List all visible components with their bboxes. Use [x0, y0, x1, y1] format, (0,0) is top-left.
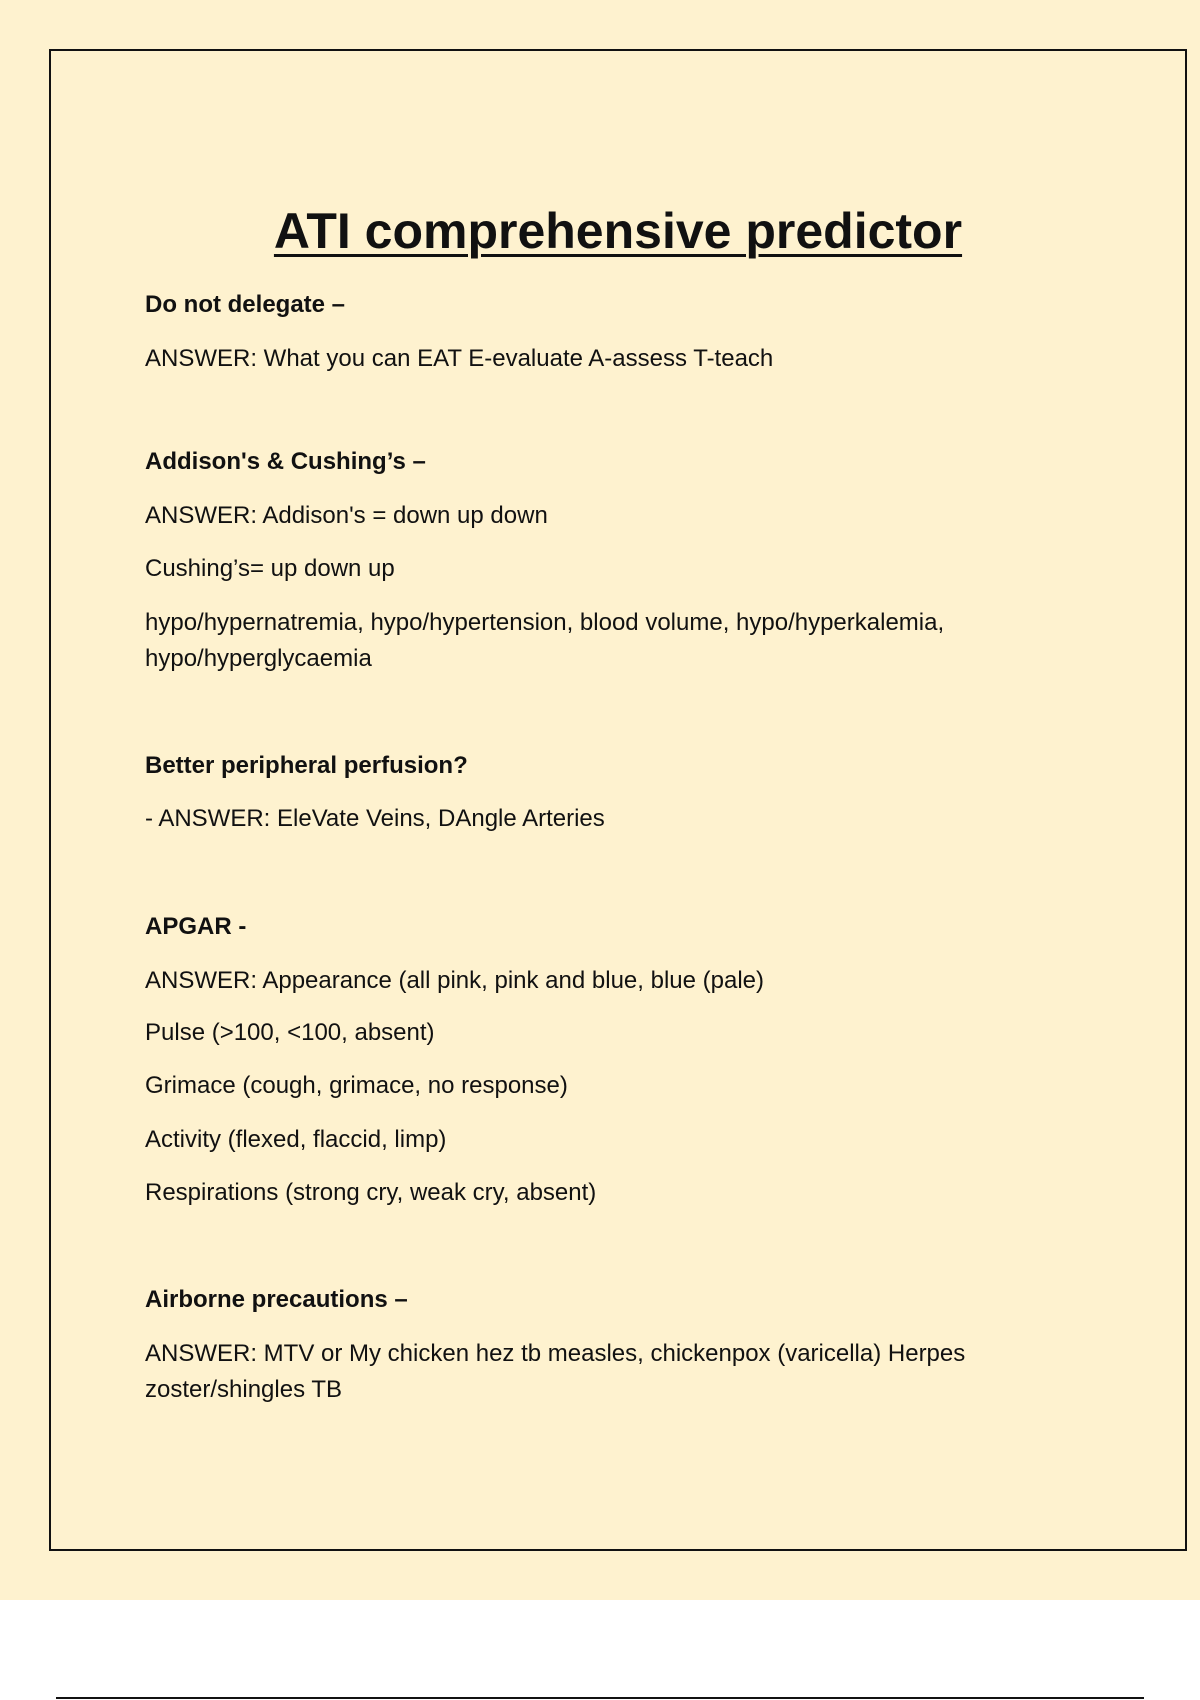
section-heading-airborne-precautions: Airborne precautions – — [145, 1286, 408, 1313]
answer-line: ANSWER: Appearance (all pink, pink and blue, blue (pale) — [145, 967, 765, 994]
answer-line: Grimace (cough, grimace, no response) — [145, 1072, 568, 1099]
answer-line: ANSWER: What you can EAT E-evaluate A-assess T-teach — [145, 345, 774, 372]
answer-line: Respirations (strong cry, weak cry, absent) — [145, 1179, 597, 1206]
answer-line: Cushing’s= up down up — [145, 555, 395, 582]
answer-line: ANSWER: Addison's = down up down — [145, 502, 548, 529]
answer-line: ANSWER: MTV or My chicken hez tb measles, chickenpox (varicella) Herpes zoster/shingles TB — [145, 1340, 966, 1403]
answer-line: Pulse (>100, <100, absent) — [145, 1019, 435, 1046]
answer-line: hypo/hypernatremia, hypo/hypertension, blood volume, hypo/hyperkalemia, hypo/hyperglycaemia — [145, 609, 945, 672]
section-heading-apgar: APGAR - — [145, 913, 247, 940]
page-title: ATI comprehensive predictor — [273, 203, 963, 259]
answer-line: - ANSWER: EleVate Veins, DAngle Arteries — [145, 805, 605, 832]
document-frame — [49, 49, 1187, 1551]
footer-rule — [56, 1697, 1144, 1699]
section-heading-peripheral-perfusion: Better peripheral perfusion? — [145, 752, 468, 779]
answer-line: Activity (flexed, flaccid, limp) — [145, 1126, 447, 1153]
section-heading-do-not-delegate: Do not delegate – — [145, 291, 346, 318]
section-heading-addisons-cushings: Addison's & Cushing’s – — [145, 448, 426, 475]
